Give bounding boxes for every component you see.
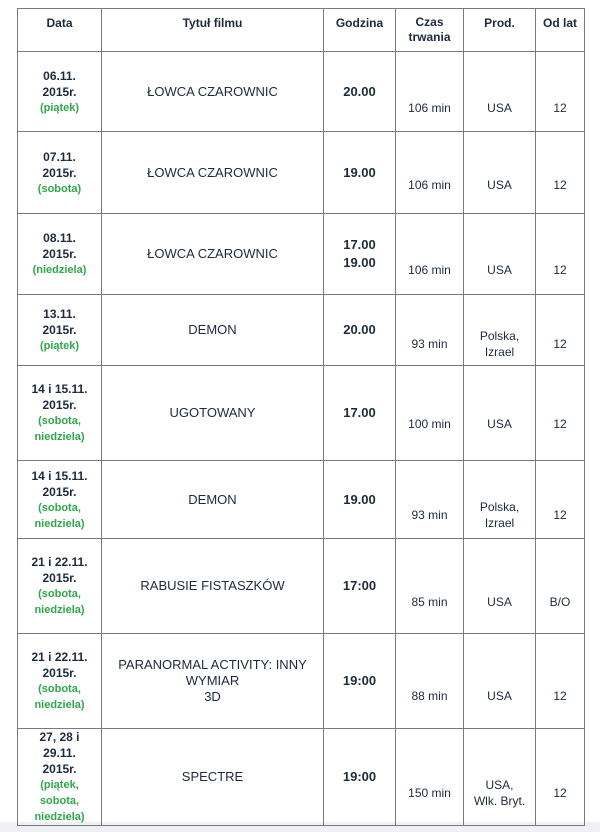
date-text: 2015r. — [42, 84, 77, 99]
production-country: USA — [487, 262, 512, 277]
header-title: Tytuł filmu — [102, 9, 324, 52]
screening-hour: 20.00 — [343, 322, 376, 337]
production-cell — [464, 461, 536, 539]
weekday-text: (sobota) — [37, 182, 82, 195]
weekday-text: (piątek) — [39, 101, 80, 114]
date-text: 21 i 22.11. — [31, 555, 88, 569]
age-rating-cell — [536, 295, 585, 366]
screening-hour: 19.00 — [343, 164, 376, 180]
film-title-cell — [102, 461, 324, 539]
header-date: Data — [18, 9, 102, 52]
duration-cell — [396, 539, 464, 634]
date-text: 13.11. — [43, 307, 76, 321]
weekday-text: (piątek) — [39, 340, 80, 352]
film-title-cell — [102, 366, 324, 461]
screening-hour: 19.00 — [343, 491, 376, 507]
hour-cell — [324, 214, 396, 295]
screening-hour: 17:00 — [342, 578, 377, 593]
duration-cell — [396, 214, 464, 295]
age-rating: 12 — [553, 508, 567, 522]
screening-hour: 19.00 — [343, 255, 376, 270]
film-title: ŁOWCA CZAROWNIC — [147, 83, 278, 99]
screening-hour: 20.00 — [343, 83, 376, 99]
weekday-text: (sobota, — [38, 683, 81, 695]
age-rating-cell — [536, 52, 585, 132]
screening-schedule-table — [17, 8, 585, 826]
duration-text: 150 min — [408, 785, 451, 800]
production-cell — [464, 366, 536, 461]
film-title-cell — [102, 539, 324, 634]
age-rating: 12 — [553, 101, 567, 115]
weekday-text: (sobota, — [38, 501, 81, 514]
hour-cell — [324, 132, 396, 214]
age-rating: 12 — [553, 688, 567, 703]
hour-cell — [324, 52, 396, 132]
date-cell — [18, 295, 102, 366]
screening-hour: 19:00 — [342, 769, 377, 784]
production-country: USA — [487, 101, 512, 115]
weekday-text: niedziela) — [34, 811, 85, 823]
date-text: 2015r. — [42, 165, 77, 180]
date-cell — [18, 729, 102, 826]
production-country: USA — [487, 594, 512, 609]
age-rating-cell — [536, 461, 585, 539]
film-title-cell — [102, 295, 324, 366]
date-text: 14 i 15.11. — [31, 382, 88, 396]
film-title: 3D — [204, 689, 221, 704]
production-cell — [464, 295, 536, 366]
weekday-text: niedziela) — [34, 431, 85, 443]
header-duration — [396, 9, 464, 52]
date-cell — [18, 634, 102, 729]
header-duration-line1: Czas — [415, 15, 444, 29]
age-rating-cell — [536, 366, 585, 461]
age-rating: 12 — [553, 785, 567, 800]
production-cell — [464, 729, 536, 826]
age-rating: 12 — [553, 177, 567, 192]
schedule-row — [18, 634, 585, 729]
hour-cell — [324, 295, 396, 366]
hour-cell — [324, 366, 396, 461]
date-text: 2015r. — [42, 323, 77, 337]
production-country: USA — [487, 177, 512, 192]
duration-text: 106 min — [408, 177, 451, 192]
date-text: 2015r. — [42, 247, 77, 261]
date-text: 08.11. — [43, 231, 76, 245]
film-title: PARANORMAL ACTIVITY: INNY — [118, 657, 307, 672]
schedule-row — [18, 461, 585, 539]
weekday-text: (niedziela) — [32, 264, 87, 276]
film-title: SPECTRE — [181, 769, 244, 784]
production-country: Polska, — [479, 500, 520, 514]
date-text: 27, 28 i — [39, 730, 80, 744]
weekday-text: (sobota, — [38, 415, 81, 427]
schedule-row — [18, 729, 585, 826]
weekday-text: (piątek, — [40, 779, 79, 791]
date-text: 2015r. — [42, 666, 77, 680]
hour-cell — [324, 539, 396, 634]
screening-hour: 17.00 — [343, 405, 376, 420]
duration-text: 88 min — [411, 688, 448, 703]
schedule-row — [18, 52, 585, 132]
age-rating-cell — [536, 634, 585, 729]
weekday-text: sobota, — [39, 795, 80, 807]
duration-cell — [396, 461, 464, 539]
hour-cell — [324, 461, 396, 539]
hour-cell — [324, 729, 396, 826]
screening-hour: 19:00 — [342, 673, 377, 688]
header-prod: Prod. — [464, 9, 536, 52]
film-title: ŁOWCA CZAROWNIC — [147, 164, 278, 180]
production-cell — [464, 214, 536, 295]
schedule-body — [18, 52, 585, 826]
duration-cell — [396, 366, 464, 461]
production-country: Izrael — [484, 516, 515, 530]
date-text: 21 i 22.11. — [31, 650, 88, 664]
duration-text: 93 min — [411, 336, 448, 351]
header-row — [18, 9, 585, 52]
schedule-row — [18, 366, 585, 461]
production-country: Izrael — [484, 344, 515, 359]
production-cell — [464, 132, 536, 214]
age-rating-cell — [536, 132, 585, 214]
age-rating: 12 — [553, 417, 567, 431]
schedule-row — [18, 132, 585, 214]
duration-cell — [396, 52, 464, 132]
duration-text: 100 min — [408, 417, 451, 431]
schedule-row — [18, 539, 585, 634]
film-title: DEMON — [188, 322, 237, 337]
date-text: 14 i 15.11. — [31, 468, 88, 483]
duration-cell — [396, 729, 464, 826]
film-title: WYMIAR — [185, 673, 240, 688]
duration-cell — [396, 295, 464, 366]
duration-cell — [396, 132, 464, 214]
production-country: USA, — [485, 777, 514, 792]
film-title: DEMON — [188, 491, 237, 507]
screening-hour: 17.00 — [343, 237, 376, 252]
date-cell — [18, 214, 102, 295]
duration-text: 106 min — [408, 101, 451, 115]
duration-text: 85 min — [411, 594, 448, 609]
film-title: ŁOWCA CZAROWNIC — [147, 246, 278, 261]
schedule-row — [18, 214, 585, 295]
header-age: Od lat — [536, 9, 585, 52]
age-rating-cell — [536, 539, 585, 634]
film-title: RABUSIE FISTASZKÓW — [140, 578, 285, 593]
age-rating: 12 — [553, 336, 567, 351]
production-country: Wlk. Bryt. — [473, 793, 526, 808]
date-text: 07.11. — [43, 149, 76, 164]
film-title-cell — [102, 52, 324, 132]
weekday-text: niedziela) — [34, 517, 85, 530]
schedule-row — [18, 295, 585, 366]
weekday-text: niedziela) — [34, 604, 85, 616]
date-text: 2015r. — [42, 571, 77, 585]
film-title: UGOTOWANY — [169, 405, 256, 420]
date-text: 2015r. — [42, 484, 77, 499]
date-text: 06.11. — [43, 68, 76, 83]
date-cell — [18, 366, 102, 461]
production-country: USA — [487, 417, 512, 431]
age-rating-cell — [536, 214, 585, 295]
production-cell — [464, 52, 536, 132]
hour-cell — [324, 634, 396, 729]
weekday-text: niedziela) — [34, 699, 85, 711]
film-title-cell — [102, 214, 324, 295]
date-text: 2015r. — [42, 398, 77, 412]
date-cell — [18, 461, 102, 539]
production-cell — [464, 539, 536, 634]
age-rating: B/O — [549, 594, 571, 609]
date-text: 29.11. — [43, 746, 76, 760]
duration-text: 93 min — [411, 508, 448, 522]
production-country: Polska, — [479, 328, 520, 343]
date-text: 2015r. — [42, 762, 77, 776]
production-cell — [464, 634, 536, 729]
date-cell — [18, 132, 102, 214]
date-cell — [18, 52, 102, 132]
film-title-cell — [102, 634, 324, 729]
age-rating-cell — [536, 729, 585, 826]
duration-text: 106 min — [408, 262, 451, 277]
film-title-cell — [102, 132, 324, 214]
production-country: USA — [487, 688, 512, 703]
duration-cell — [396, 634, 464, 729]
age-rating: 12 — [553, 262, 567, 277]
date-cell — [18, 539, 102, 634]
weekday-text: (sobota, — [38, 588, 81, 600]
film-title-cell — [102, 729, 324, 826]
header-duration-line2: trwania — [408, 30, 451, 44]
header-hour: Godzina — [324, 9, 396, 52]
